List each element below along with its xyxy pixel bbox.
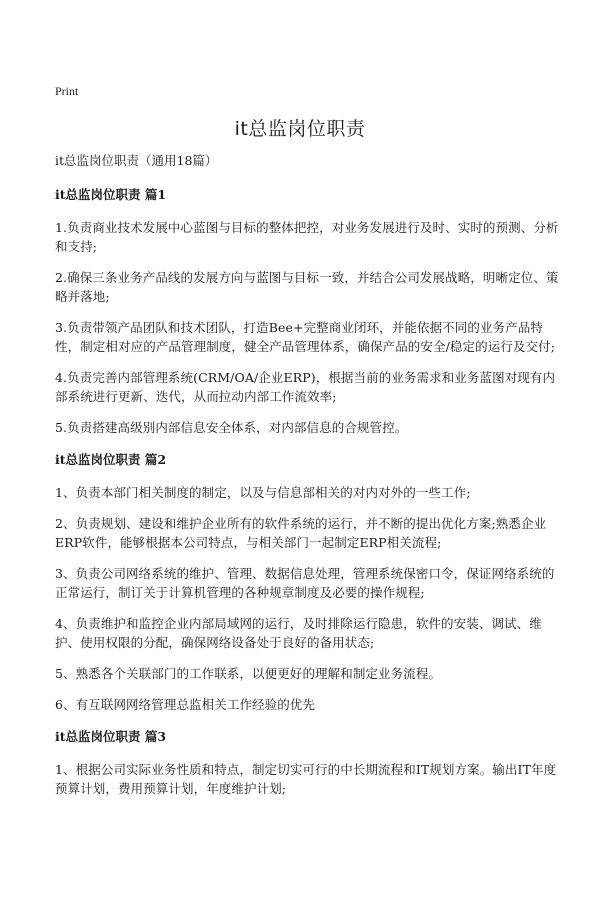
- section-2: [55, 451, 560, 714]
- section-heading: it总监岗位职责 篇2: [55, 452, 167, 467]
- list-item: 5、熟悉各个关联部门的工作联系，以便更好的理解和制定业务流程。: [55, 666, 442, 681]
- list-item: 2.确保三条业务产品线的发展方向与蓝图与目标一致，并结合公司发展战略，明晰定位、策略并落地;: [55, 270, 559, 304]
- section-3: [55, 728, 560, 798]
- section-heading: it总监岗位职责 篇1: [55, 187, 167, 202]
- print-link[interactable]: Print: [55, 84, 79, 98]
- document-subtitle: it总监岗位职责（通用18篇）: [55, 153, 218, 168]
- list-item: 2、负责规划、建设和维护企业所有的软件系统的运行，并不断的提出优化方案;熟悉企业ERP软件，能够根据本公司特点，与相关部门一起制定ERP相关流程;: [55, 516, 547, 550]
- list-item: 5.负责搭建高级别内部信息安全体系，对内部信息的合规管控。: [55, 420, 408, 435]
- list-item: 4、负责维护和监控企业内部局域网的运行，及时排除运行隐患，软件的安装、调试、维护、使用权限的分配，确保网络设备处于良好的备用状态;: [55, 616, 542, 650]
- list-item: 3.负责带领产品团队和技术团队，打造Bee+完整商业闭环，并能依据不同的业务产品特性，制定相对应的产品管理制度，健全产品管理体系，确保产品的安全/稳定的运行及交付;: [55, 320, 556, 354]
- list-item: 1、根据公司实际业务性质和特点，制定切实可行的中长期流程和IT规划方案。输出IT年度预算计划，费用预算计划，年度维护计划;: [55, 762, 557, 796]
- list-item: 6、有互联网网络管理总监相关工作经验的优先: [55, 697, 316, 712]
- list-item: 3、负责公司网络系统的维护、管理、数据信息处理，管理系统保密口令，保证网络系统的正常运行，制订关于计算机管理的各种规章制度及必要的操作规程;: [55, 566, 555, 600]
- list-item: 4.负责完善内部管理系统(CRM/OA/企业ERP)，根据当前的业务需求和业务蓝图对现有内部系统进行更新、迭代，从而拉动内部工作流效率;: [55, 370, 556, 404]
- list-item: 1.负责商业技术发展中心蓝图与目标的整体把控，对业务发展进行及时、实时的预测、分析和支持;: [55, 220, 559, 254]
- document-body: [55, 152, 560, 810]
- page-title: it总监岗位职责: [234, 118, 366, 140]
- section-heading: it总监岗位职责 篇3: [55, 729, 167, 744]
- list-item: 1、负责本部门相关制度的制定，以及与信息部相关的对内对外的一些工作;: [55, 485, 471, 500]
- section-1: [55, 186, 560, 437]
